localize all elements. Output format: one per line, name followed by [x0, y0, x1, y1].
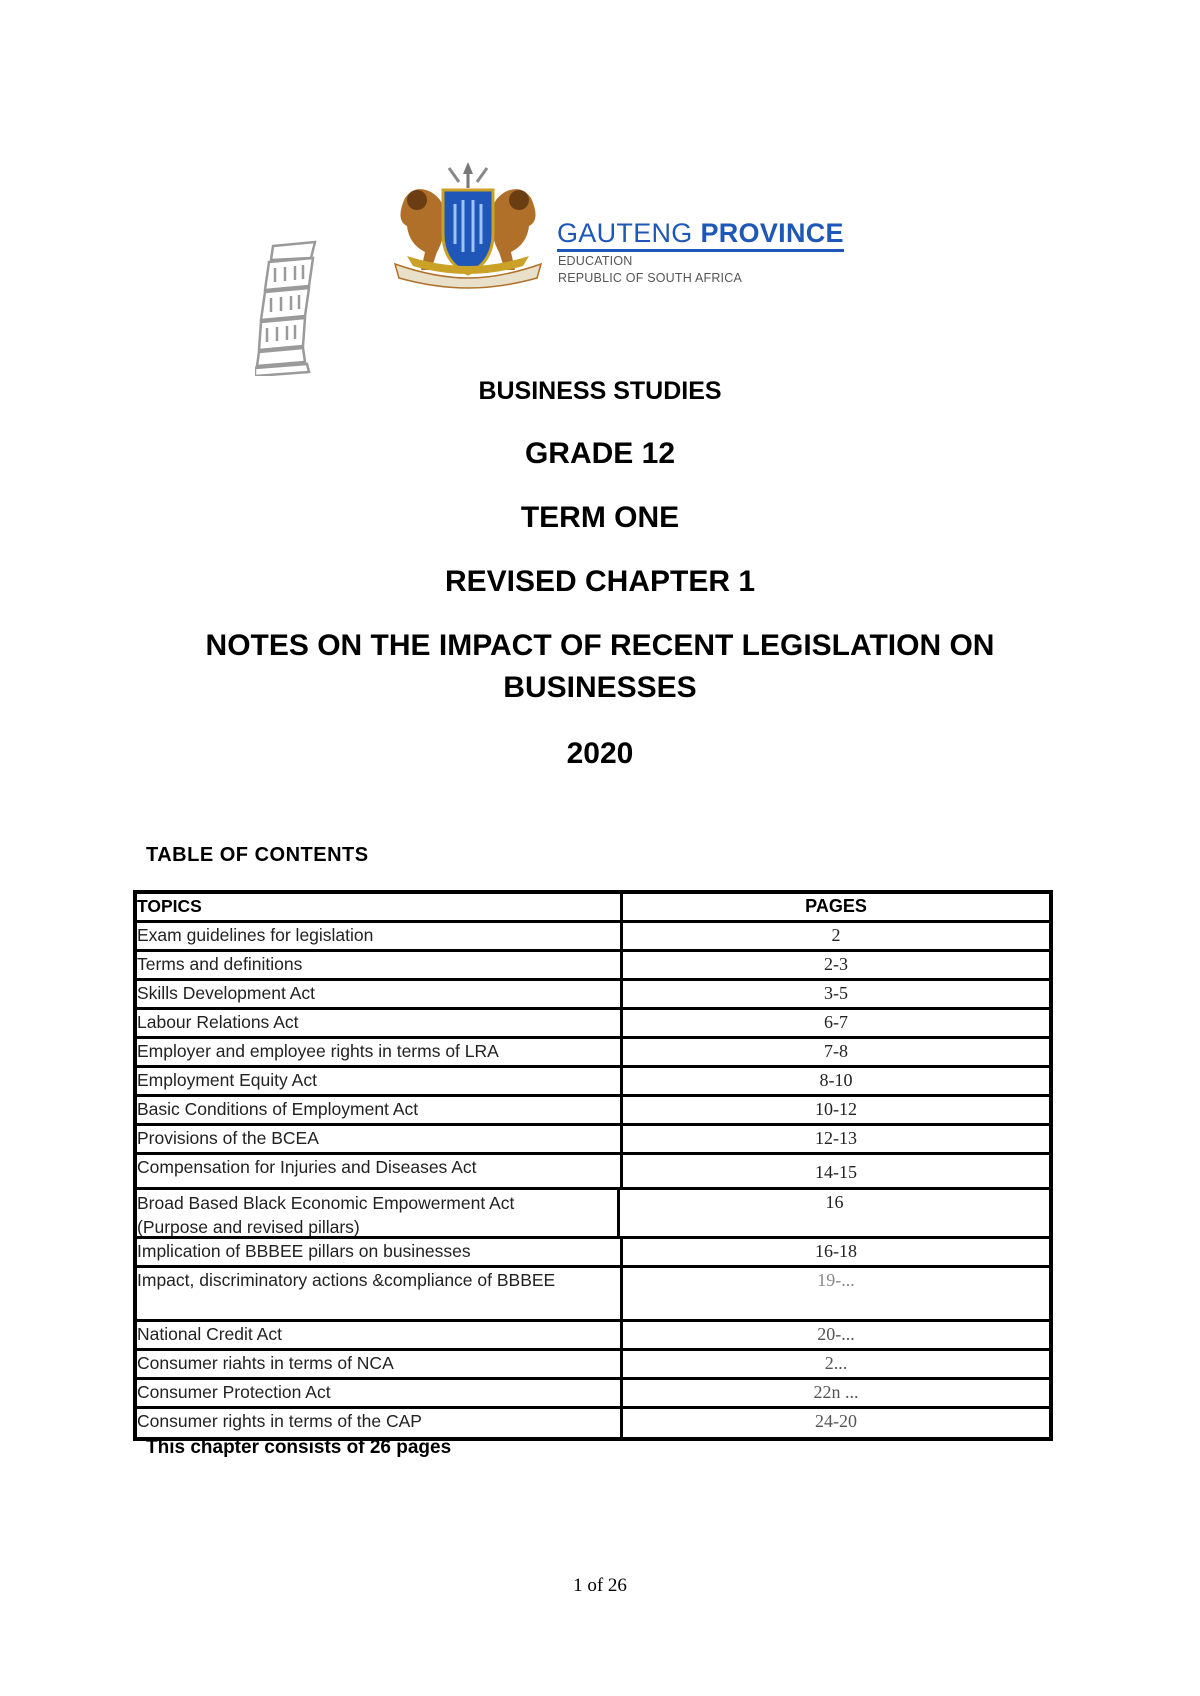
logo-title-regular: GAUTENG: [557, 218, 693, 248]
toc-pages: 16-18: [815, 1241, 857, 1261]
toc-topic: Compensation for Injuries and Diseases Act: [137, 1155, 623, 1187]
toc-topic: Consumer riahts in terms of NCA: [137, 1351, 623, 1377]
toc-pages: 16: [825, 1192, 844, 1212]
toc-topic: Provisions of the BCEA: [137, 1126, 623, 1152]
toc-pages: 2...: [824, 1353, 848, 1373]
table-row: [137, 981, 1049, 1010]
toc-topic: Labour Relations Act: [137, 1010, 623, 1036]
toc-pages: 8-10: [819, 1070, 853, 1090]
term-heading: TERM ONE: [520, 501, 680, 534]
toc-topic: Employer and employee rights in terms of LRA: [137, 1039, 623, 1065]
table-row: [137, 1097, 1049, 1126]
chapter-heading: REVISED CHAPTER 1: [444, 565, 756, 598]
toc-pages: 22n ...: [813, 1382, 859, 1402]
toc-pages: 20-...: [817, 1324, 855, 1344]
notes-heading-line2: BUSINESSES: [503, 671, 697, 704]
toc-pages: 14-15: [815, 1162, 857, 1182]
table-row: [137, 1409, 1049, 1437]
toc-header-pages: PAGES: [805, 896, 867, 916]
toc-table: [133, 890, 1053, 1441]
coat-of-arms-emblem: [387, 160, 549, 290]
toc-header-topics: TOPICS: [137, 894, 623, 920]
toc-pages: 19-...: [817, 1270, 855, 1290]
table-row: [137, 1322, 1049, 1351]
toc-header-row: [137, 894, 1049, 923]
table-row: [137, 1190, 1049, 1239]
logo-title: [557, 218, 844, 252]
toc-topic: National Credit Act: [137, 1322, 623, 1348]
table-row: [137, 1380, 1049, 1409]
toc-pages: 12-13: [815, 1128, 857, 1148]
page-number: 1 of 26: [573, 1575, 627, 1596]
toc-topic: Consumer Protection Act: [137, 1380, 623, 1406]
toc-pages: 24-20: [815, 1411, 857, 1431]
toc-pages: 6-7: [824, 1012, 848, 1032]
toc-topic: Broad Based Black Economic Empowerment Act (Purpose and revised pillars): [137, 1190, 620, 1236]
subject-heading: BUSINESS STUDIES: [478, 377, 722, 405]
notes-heading-line1: NOTES ON THE IMPACT OF RECENT LEGISLATION ON: [205, 629, 995, 662]
toc-topic: Exam guidelines for legislation: [137, 923, 623, 949]
year-heading: 2020: [566, 737, 634, 770]
grade-heading: GRADE 12: [524, 437, 676, 470]
table-row: [137, 923, 1049, 952]
toc-topic: Implication of BBBEE pillars on businesses: [137, 1239, 623, 1265]
table-row: [137, 1010, 1049, 1039]
toc-pages: 2: [831, 925, 841, 945]
logo-subtitle-country: REPUBLIC OF SOUTH AFRICA: [558, 271, 742, 285]
toc-topic: Impact, discriminatory actions &compliance of BBBEE: [137, 1268, 623, 1319]
logo-title-bold: PROVINCE: [700, 218, 844, 248]
table-row: [137, 1239, 1049, 1268]
toc-pages: 7-8: [824, 1041, 848, 1061]
table-row: [137, 1268, 1049, 1322]
table-row: [137, 1039, 1049, 1068]
table-row: [137, 952, 1049, 981]
toc-topic: Basic Conditions of Employment Act: [137, 1097, 623, 1123]
toc-pages: 2-3: [824, 954, 848, 974]
toc-topic: Terms and definitions: [137, 952, 623, 978]
table-row: [137, 1155, 1049, 1190]
toc-topic: Skills Development Act: [137, 981, 623, 1007]
toc-pages: 10-12: [815, 1099, 857, 1119]
toc-label: TABLE OF CONTENTS: [146, 844, 369, 866]
chapter-length-note: This chapter consists of 26 pages: [146, 1437, 452, 1458]
table-row: [137, 1126, 1049, 1155]
toc-topic: Consumer rights in terms of the CAP: [137, 1409, 623, 1437]
table-row: [137, 1351, 1049, 1380]
logo-subtitle-education: EDUCATION: [558, 254, 633, 268]
toc-topic: Employment Equity Act: [137, 1068, 623, 1094]
toc-pages: 3-5: [824, 983, 848, 1003]
leaning-tower-icon: [255, 238, 325, 376]
table-row: [137, 1068, 1049, 1097]
